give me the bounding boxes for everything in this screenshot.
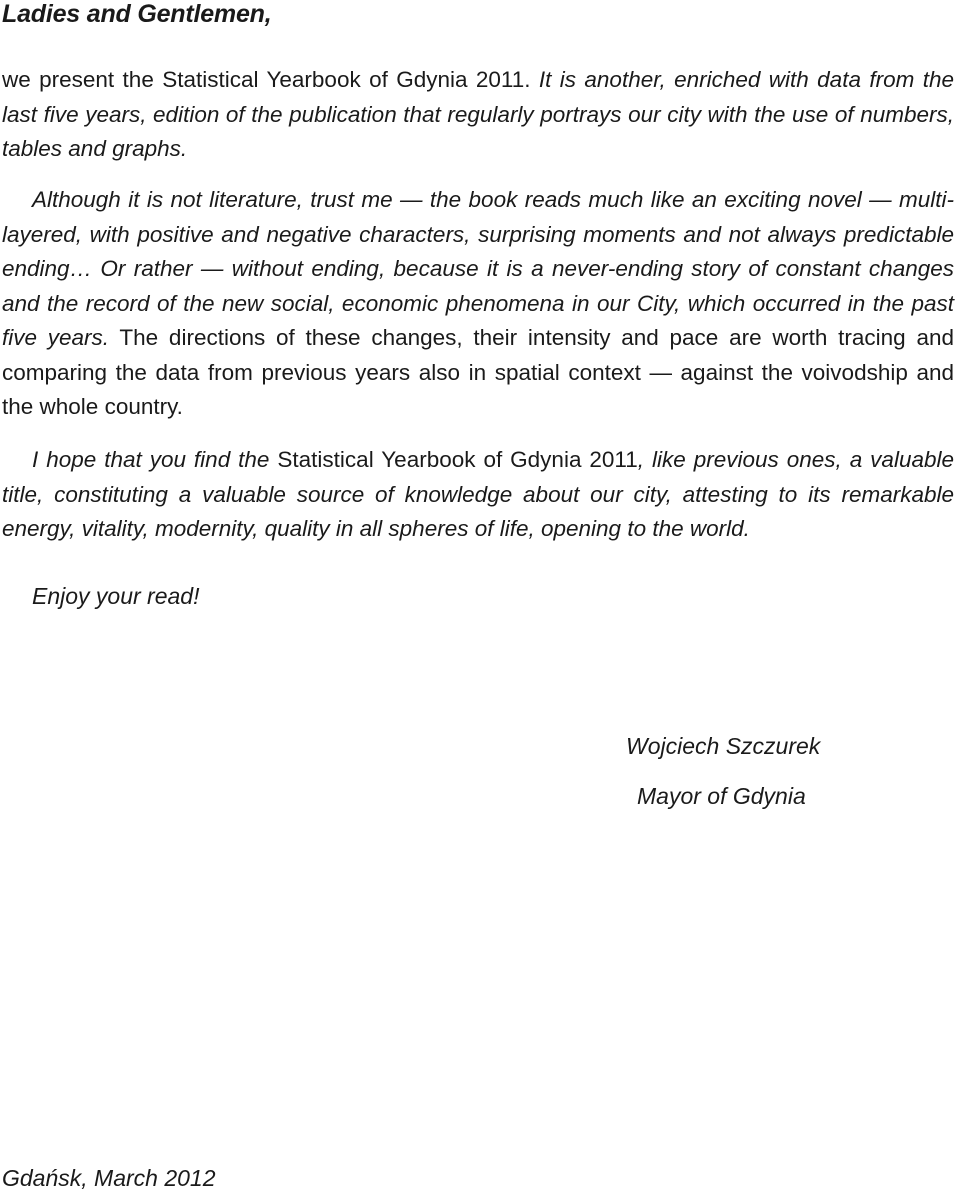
closing-paragraph [2, 443, 954, 547]
signature-title: Mayor of Gdynia [637, 783, 806, 809]
intro-text-upright: we present the Statistical Yearbook of Gdynia 2011. [2, 67, 531, 92]
closing-text-italic-end: , like previous ones, a valuable title, constituting a valuable source of knowledge about our city, attesting to its remarkable energy, vitality, modernity, quality in all spheres of life, opening to the world. [2, 447, 954, 541]
body-paragraph [2, 183, 954, 425]
body-text-italic: Although it is not literature, trust me — the book reads much like an exciting novel — multi-layered, with positive and negative characters, surprising moments and not always predictable ending… Or rather — without ending, because it is a never-ending story of constant changes and the record of the new social, economic phenomena in our City, which occurred in the past five years. [2, 187, 954, 350]
sign-off: Enjoy your read! [32, 583, 200, 609]
body-text-upright: The directions of these changes, their intensity and pace are worth tracing and comparing the data from previous years also in spatial context — against the voivodship and the whole country. [2, 325, 954, 419]
greeting: Ladies and Gentlemen, [2, 0, 272, 28]
place-date: Gdańsk, March 2012 [2, 1165, 216, 1191]
intro-paragraph [2, 63, 954, 167]
signature-name: Wojciech Szczurek [626, 733, 821, 759]
publication-title: Statistical Yearbook of Gdynia 2011 [277, 447, 638, 472]
closing-text-italic-start: I hope that you find the [32, 447, 278, 472]
intro-text-italic: It is another, enriched with data from the last five years, edition of the publication that regularly portrays our city with the use of numbers, tables and graphs. [2, 67, 954, 161]
